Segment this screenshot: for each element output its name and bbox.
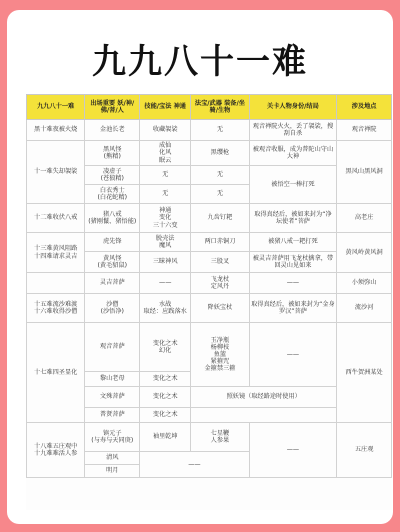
table-cell bbox=[27, 233, 85, 273]
table-cell: 虎先锋 bbox=[85, 233, 140, 252]
table-cell: 镇元子 (与寿与天同庚) bbox=[85, 423, 140, 452]
difficulty-table bbox=[26, 94, 392, 478]
table-cell: 玉净瓶 杨柳枝 鱼篮 紧箍咒 金箍禁三箍 bbox=[191, 323, 249, 387]
table-row bbox=[27, 273, 392, 294]
cell-line: 取得真经后，被如来封为“净 bbox=[254, 210, 332, 218]
table-cell: 观音菩萨 bbox=[85, 323, 140, 372]
table-cell bbox=[249, 204, 337, 233]
table-cell: 九齿钉耙 bbox=[191, 204, 249, 233]
page-title: 九九八十一难 bbox=[92, 42, 308, 82]
table-cell bbox=[27, 423, 85, 478]
table-cell: 黄风岭黄风洞 bbox=[337, 233, 392, 273]
table-cell bbox=[27, 294, 85, 323]
table-header-row bbox=[27, 95, 392, 120]
table-cell: 观音禅院火火，丢了袈裟，搜刮自杀 bbox=[249, 120, 337, 141]
cell-line: 十八难五庄观中 bbox=[34, 442, 78, 450]
table-cell: 被灵吉菩萨用飞龙杖擒拿，带回灵山见如来 bbox=[249, 252, 337, 273]
table-cell: 黑风山黑风洞 bbox=[337, 141, 392, 204]
table-cell: —— bbox=[249, 423, 337, 478]
table-cell: 白衣秀士 (白花蛇精) bbox=[85, 185, 140, 204]
table-cell: 照妖镜（取经路途时使用） bbox=[191, 387, 337, 408]
header-cell: 法宝/武器 装备/坐骑/生物 bbox=[191, 95, 249, 120]
table-row bbox=[27, 204, 392, 233]
table-cell: 高老庄 bbox=[337, 204, 392, 233]
table-cell: 凌虚子 (苍狼精) bbox=[85, 166, 140, 185]
table-cell: 无 bbox=[140, 166, 191, 185]
table-cell: 袖里乾坤 bbox=[140, 423, 191, 452]
table-cell: —— bbox=[140, 273, 191, 294]
cell-line: 十五难流沙难渡 bbox=[34, 300, 78, 308]
table-cell: 脱壳法 魔风 bbox=[140, 233, 191, 252]
table-cell: 流沙河 bbox=[337, 294, 392, 323]
table-cell: 十七难四圣显化 bbox=[27, 323, 85, 423]
table-cell: 灵吉菩萨 bbox=[85, 273, 140, 294]
table-cell: 两口赤铜刀 bbox=[191, 233, 249, 252]
table-cell: —— bbox=[249, 323, 337, 387]
table-cell: 变化之术 幻化 bbox=[140, 323, 191, 372]
table-row bbox=[27, 294, 392, 323]
table-cell: 清风 bbox=[85, 452, 140, 465]
table-cell: 明月 bbox=[85, 465, 140, 478]
header-cell: 关卡人物身份/结局 bbox=[249, 95, 337, 120]
table-cell: 金池长老 bbox=[85, 120, 140, 141]
table-cell: —— bbox=[140, 452, 249, 478]
table-cell: 降妖宝杖 bbox=[191, 294, 249, 323]
cell-line: 十九难难活人参 bbox=[34, 450, 78, 457]
table-cell: 变化之术 bbox=[140, 387, 191, 408]
table-cell: 收藏袈裟 bbox=[140, 120, 191, 141]
table-cell: 无 bbox=[191, 120, 249, 141]
table-cell: 被悟空一棒打死 bbox=[249, 166, 337, 204]
header-cell: 涉及地点 bbox=[337, 95, 392, 120]
table-cell: 普贤菩萨 bbox=[85, 408, 140, 423]
table-cell: 七星鞭 人参果 bbox=[191, 423, 249, 452]
cell-line: 十四难请求灵吉 bbox=[34, 252, 78, 260]
table-cell: 无 bbox=[140, 185, 191, 204]
table-row bbox=[27, 423, 392, 452]
table-cell: 观音禅院 bbox=[337, 120, 392, 141]
table-cell: 猪八戒 (猪刚鬣、猪悟能) bbox=[85, 204, 140, 233]
table-cell: 沙僧 (沙悟净) bbox=[85, 294, 140, 323]
table-row bbox=[27, 141, 392, 166]
table-cell: 取得真经后，被如来封为“金身罗汉”菩萨 bbox=[249, 294, 337, 323]
table-cell: 小须弥山 bbox=[337, 273, 392, 294]
table-cell: 黑十难夜被火烧 bbox=[27, 120, 85, 141]
cell-line: 十三难黄风阻路 bbox=[34, 245, 78, 253]
table-cell: 五庄观 bbox=[337, 423, 392, 478]
difficulty-table-sheet bbox=[26, 94, 392, 510]
cell-line: 十六难收得沙僧 bbox=[34, 308, 78, 315]
table-row bbox=[27, 323, 392, 372]
table-row bbox=[27, 233, 392, 252]
table-cell: 黑缨枪 bbox=[191, 141, 249, 166]
table-cell: 被观音收服，成为普陀山守山大神 bbox=[249, 141, 337, 166]
table-cell: 黎山老母 bbox=[85, 372, 140, 387]
table-cell: 西牛贺洲某处 bbox=[337, 323, 392, 423]
table-cell: 黑风怪 (熊精) bbox=[85, 141, 140, 166]
table-cell: 成仙 化风 眠云 bbox=[140, 141, 191, 166]
table-cell: 三昧神风 bbox=[140, 252, 191, 273]
table-cell: 被猪八戒一耙打死 bbox=[249, 233, 337, 252]
header-cell: 出场重要 妖/神/佛/菩/人 bbox=[85, 95, 140, 120]
table-cell: 无 bbox=[191, 185, 249, 204]
header-cell: 九九八十一难 bbox=[27, 95, 85, 120]
cell-line: 坛使者”菩萨 bbox=[275, 218, 310, 225]
table-cell: —— bbox=[249, 273, 337, 294]
table-cell: 十二难收伏八戒 bbox=[27, 204, 85, 233]
table-cell: 变化之术 bbox=[140, 408, 191, 423]
table-cell: 黄风怪 (黄毛貂鼠) bbox=[85, 252, 140, 273]
table-cell: 水战 取经：应践落水 bbox=[140, 294, 191, 323]
header-cell: 技能/宝法 神通 bbox=[140, 95, 191, 120]
table-cell bbox=[27, 273, 85, 294]
table-cell: 文殊菩萨 bbox=[85, 387, 140, 408]
table-cell bbox=[191, 408, 337, 423]
table-cell: 神通 变化 三十六变 bbox=[140, 204, 191, 233]
table-cell: 变化之术 bbox=[140, 372, 191, 387]
table-row bbox=[27, 120, 392, 141]
table-cell: 飞龙杖 定风丹 bbox=[191, 273, 249, 294]
table-cell: 十一难失却袈裟 bbox=[27, 141, 85, 204]
table-cell: 无 bbox=[191, 166, 249, 185]
poster-card bbox=[7, 10, 393, 524]
table-cell: 三股叉 bbox=[191, 252, 249, 273]
